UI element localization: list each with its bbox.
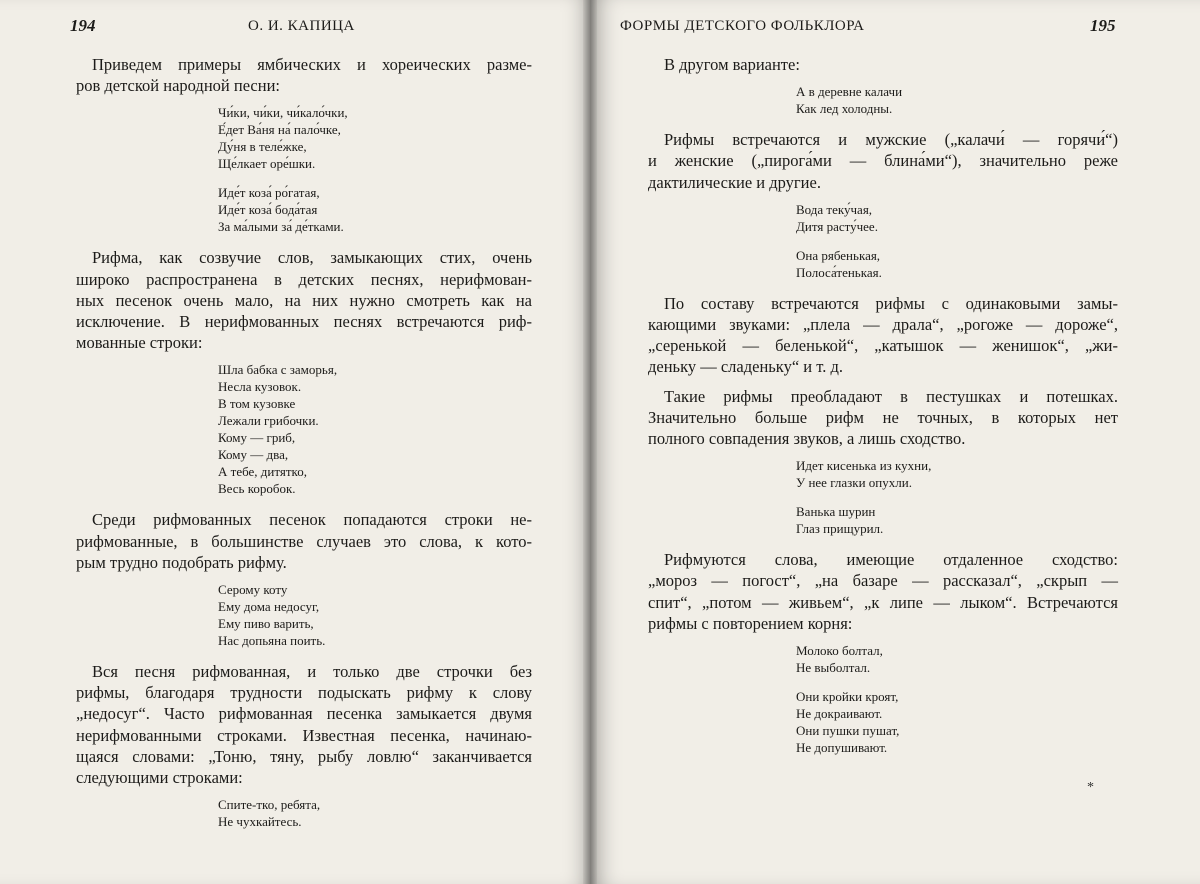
verse-line: Спите-тко, ребята, [218,797,321,813]
verse-line: Серому коту [218,582,288,598]
verse-line: Вода теку́чая, [796,201,873,217]
paragraph-line: спит“, „потом — живьем“, „к липе — лыком“. Встречаются [648,592,1118,612]
verse-line: Лежали грибочки. [218,413,319,429]
verse-line: Идет кисенька из кухни, [796,458,932,474]
paragraph-line: следующими строками: [76,768,243,788]
verse-line: Глаз прищурил. [796,521,884,537]
verse-line: Иде́т коза́ бода́тая [218,202,318,218]
verse-line: Ванька шурин [796,504,876,520]
paragraph-line: полного совпадения звуков, а лишь сходство. [648,429,966,449]
paragraph-line: рым трудно подобрать рифму. [76,552,287,572]
verse-line: Дитя расту́чее. [796,218,878,234]
paragraph-line: мованные строки: [76,333,203,353]
paragraph-line: Рифмуются слова, имеющие отдаленное сходство: [664,550,1118,570]
verse-line: Ему пиво варить, [218,616,314,632]
verse-line: Ще́лкает оре́шки. [218,156,316,172]
verse-quote [648,83,1118,117]
paragraph-line: ных песенок очень мало, на них нужно смотреть как на [76,290,532,310]
verse-quote [76,361,532,497]
paragraph-line: Приведем примеры ямбических и хореических разме- [92,55,532,74]
verse-line: Они пушки пушат, [796,723,900,739]
verse-line: Весь коробок. [218,481,296,497]
verse-line: Не допушивают. [796,740,888,756]
paragraph-line: Значительно больше рифм не точных, в которых нет [648,407,1118,427]
verse-line: В том кузовке [218,396,296,412]
verse-line: Нас допьяна поить. [218,633,326,649]
verse-quote [648,457,1118,491]
left-page-body [76,54,532,842]
left-running-head: О. И. КАПИЦА [248,18,355,34]
asterisk-mark: * [1087,780,1094,795]
verse-quote [76,581,532,649]
paragraph [648,386,1118,450]
paragraph-line: и женские („пирога́ми — блина́ми“), значительно реже [648,151,1118,171]
paragraph-line: „мороз — погост“, „на базаре — рассказал“, „скрып — [648,571,1118,591]
verse-quote [76,796,532,830]
verse-line: Молоко болтал, [796,643,883,659]
paragraph [648,549,1118,634]
verse-line: Как лед холодны. [796,101,893,117]
verse-line: Они кройки кроят, [796,689,899,705]
verse-line: Не чухкайтесь. [218,814,302,830]
paragraph-line: Среди рифмованных песенок попадаются строки не- [92,510,532,530]
paragraph [648,293,1118,378]
verse-line: Она рябенькая, [796,247,881,263]
paragraph-line: Вся песня рифмованная, и только две строчки без [92,662,532,682]
right-page [590,0,1200,884]
paragraph-line: дактилические и другие. [648,172,821,192]
verse-line: Кому — два, [218,447,289,463]
verse-line: А в деревне калачи [796,84,903,100]
verse-line: Несла кузовок. [218,379,302,395]
verse-line: Кому — гриб, [218,430,296,446]
paragraph-line: ров детской народной песни: [76,76,280,96]
verse-quote [76,104,532,172]
paragraph-line: исключение. В нерифмованных песнях встречаются риф- [76,312,532,332]
paragraph [76,509,532,573]
verse-line: Шла бабка с заморья, [218,362,338,378]
paragraph-line: нерифмованными строками. Известная песенка, начинаю- [76,725,532,745]
paragraph-line: „недосуг“. Часто рифмованная песенка замыкается двумя [76,704,532,724]
paragraph-line: Рифма, как созвучие слов, замыкающих стих, очень [92,248,532,268]
paragraph-line: широко распространена в детских песнях, нерифмован- [76,269,532,289]
verse-quote [648,642,1118,676]
paragraph-line: рифмованные, в большинстве случаев это слова, к кото- [76,531,532,551]
paragraph-line: Такие рифмы преобладают в пестушках и потешках. [664,386,1118,406]
paragraph [648,54,1118,75]
paragraph-line: щаяся словами: „Тоню, тяну, рыбу ловлю“ заканчивается [76,746,532,766]
paragraph [76,661,532,788]
verse-line: Ду́ня в теле́жке, [218,139,307,155]
paragraph [76,54,532,96]
left-page-number: 194 [70,16,96,35]
verse-line: А тебе, дитятко, [218,464,307,480]
verse-line: У нее глазки опухли. [796,475,912,491]
verse-line: Ему дома недосуг, [218,599,320,615]
paragraph-line: В другом варианте: [664,55,800,74]
right-running-head: ФОРМЫ ДЕТСКОГО ФОЛЬКЛОРА [620,18,865,34]
right-page-body [648,54,1118,768]
right-page-number: 195 [1090,16,1116,35]
paragraph-line: рифмы, благодаря трудности подыскать рифму к слову [76,683,532,703]
paragraph-line: По составу встречаются рифмы с одинаковыми замы- [664,293,1118,313]
paragraph-line: деньку — сладеньку“ и т. д. [648,357,843,377]
verse-line: Е́дет Ва́ня на́ пало́чке, [218,122,341,138]
verse-line: Иде́т коза́ ро́гатая, [218,185,320,201]
verse-line: За ма́лыми за́ де́тками. [218,219,344,235]
verse-quote [648,688,1118,756]
verse-line: Полоса́тенькая. [796,264,882,280]
paragraph-line: кающими звуками: „плела — драла“, „рогоже — дороже“, [648,315,1118,335]
paragraph-line: „серенькой — беленькой“, „катышок — женишок“, „жи- [648,336,1118,356]
verse-quote [648,503,1118,537]
verse-line: Чи́ки, чи́ки, чи́кало́чки, [218,105,348,121]
paragraph [76,247,532,353]
paragraph-line: рифмы с повторением корня: [648,613,853,633]
left-page [0,0,590,884]
verse-line: Не выболтал. [796,660,871,676]
verse-quote [648,201,1118,235]
verse-quote [76,184,532,235]
paragraph [648,129,1118,193]
paragraph-line: Рифмы встречаются и мужские („калачи́ — горячи́“) [664,130,1118,150]
verse-line: Не докраивают. [796,706,883,722]
verse-quote [648,247,1118,281]
